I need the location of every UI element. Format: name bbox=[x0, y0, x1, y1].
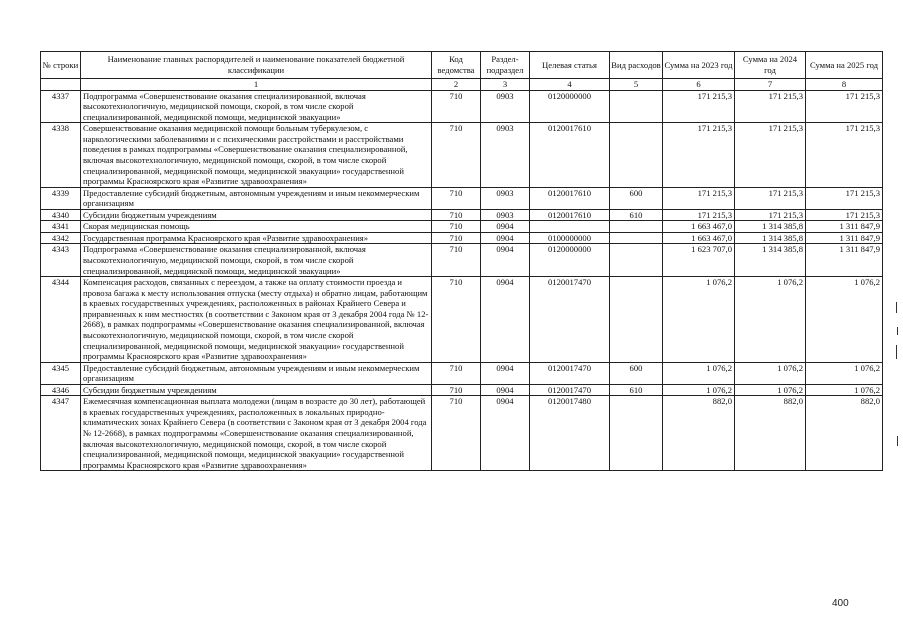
expense-type bbox=[610, 277, 663, 363]
table-row bbox=[41, 232, 883, 244]
department-code: 710 bbox=[432, 221, 481, 233]
target-article: 0120017610 bbox=[530, 123, 610, 187]
table-row bbox=[41, 187, 883, 209]
header-row-no: № строки bbox=[41, 52, 81, 79]
sum-2025: 1 076,2 bbox=[806, 384, 883, 396]
table-row bbox=[41, 362, 883, 384]
sum-2025: 1 076,2 bbox=[806, 362, 883, 384]
column-number: 3 bbox=[481, 79, 530, 91]
section-code: 0904 bbox=[481, 384, 530, 396]
column-number: 5 bbox=[610, 79, 663, 91]
target-article: 0120000000 bbox=[530, 90, 610, 123]
section-code: 0903 bbox=[481, 187, 530, 209]
table-body bbox=[41, 79, 883, 471]
target-article: 0120017470 bbox=[530, 277, 610, 363]
department-code: 710 bbox=[432, 362, 481, 384]
sum-2025: 171 215,3 bbox=[806, 187, 883, 209]
row-number: 4343 bbox=[41, 244, 81, 277]
page-number: 400 bbox=[832, 598, 849, 609]
section-code: 0903 bbox=[481, 209, 530, 221]
sum-2023: 1 663 467,0 bbox=[663, 221, 735, 233]
scan-margin-mark bbox=[896, 345, 897, 359]
sum-2023: 1 623 707,0 bbox=[663, 244, 735, 277]
sum-2024: 1 076,2 bbox=[735, 277, 806, 363]
column-number: 4 bbox=[530, 79, 610, 91]
section-code: 0903 bbox=[481, 123, 530, 187]
department-code: 710 bbox=[432, 123, 481, 187]
sum-2025: 1 076,2 bbox=[806, 277, 883, 363]
sum-2024: 1 076,2 bbox=[735, 384, 806, 396]
sum-2025: 1 311 847,9 bbox=[806, 221, 883, 233]
table-row bbox=[41, 244, 883, 277]
header-sum-2023: Сумма на 2023 год bbox=[663, 52, 735, 79]
column-number: 7 bbox=[735, 79, 806, 91]
sum-2024: 171 215,3 bbox=[735, 187, 806, 209]
sum-2024: 171 215,3 bbox=[735, 90, 806, 123]
sum-2024: 1 314 385,8 bbox=[735, 244, 806, 277]
sum-2024: 171 215,3 bbox=[735, 123, 806, 187]
column-number: 8 bbox=[806, 79, 883, 91]
section-code: 0904 bbox=[481, 396, 530, 471]
expense-type bbox=[610, 232, 663, 244]
row-name: Подпрограмма «Совершенствование оказания специализированной, включая высокотехнологичную, медицинской помощи, скорой, в том числе скорой специализированной, медицинской помощи, медицинской эвакуации» bbox=[81, 90, 432, 123]
row-name: Субсидии бюджетным учреждениям bbox=[81, 384, 432, 396]
column-number-row bbox=[41, 79, 883, 91]
table-row bbox=[41, 384, 883, 396]
department-code: 710 bbox=[432, 187, 481, 209]
sum-2024: 1 076,2 bbox=[735, 362, 806, 384]
sum-2025: 171 215,3 bbox=[806, 90, 883, 123]
section-code: 0904 bbox=[481, 244, 530, 277]
department-code: 710 bbox=[432, 244, 481, 277]
section-code: 0904 bbox=[481, 362, 530, 384]
sum-2023: 1 076,2 bbox=[663, 384, 735, 396]
sum-2023: 171 215,3 bbox=[663, 90, 735, 123]
sum-2023: 171 215,3 bbox=[663, 123, 735, 187]
row-name: Совершенствование оказания медицинской помощи больным туберкулезом, с наркологическими заболеваниями и с психическими расстройствами и расстройствами поведения в рамках подпрограммы «Совершенствование оказания специализированной, включая высокотехнологичную, медицинской помощи, скорой, в том числе скорой специализированной, медицинской помощи, медицинской эвакуации» государственной программы Красноярского края «Развитие здравоохранения» bbox=[81, 123, 432, 187]
table-row bbox=[41, 209, 883, 221]
target-article: 0120000000 bbox=[530, 244, 610, 277]
sum-2023: 1 663 467,0 bbox=[663, 232, 735, 244]
table-row bbox=[41, 221, 883, 233]
row-name: Компенсация расходов, связанных с переездом, а также на оплату стоимости проезда и провоза багажа к месту использования отпуска (месту отдыха) и обратно лицам, работающим в краевых государственных учреждениях, расположенных в районах Крайнего Севера и приравненных к ним местностях (в соответствии с Законом края от 3 декабря 2004 года № 12-2668), в рамках подпрограммы «Совершенствование оказания специализированной, включая высокотехнологичную, медицинской помощи, скорой, в том числе скорой специализированной, медицинской помощи, медицинской эвакуации» государственной программы Красноярского края «Развитие здравоохранения» bbox=[81, 277, 432, 363]
expense-type: 600 bbox=[610, 362, 663, 384]
budget-table bbox=[40, 51, 883, 471]
row-number: 4342 bbox=[41, 232, 81, 244]
sum-2024: 882,0 bbox=[735, 396, 806, 471]
row-number: 4346 bbox=[41, 384, 81, 396]
header-name: Наименование главных распорядителей и наименование показателей бюджетной классификации bbox=[81, 52, 432, 79]
expense-type: 610 bbox=[610, 384, 663, 396]
header-target-article: Целевая статья bbox=[530, 52, 610, 79]
budget-sheet bbox=[40, 51, 882, 471]
table-row bbox=[41, 396, 883, 471]
sum-2023: 1 076,2 bbox=[663, 277, 735, 363]
department-code: 710 bbox=[432, 90, 481, 123]
header-expense-type: Вид расходов bbox=[610, 52, 663, 79]
section-code: 0903 bbox=[481, 90, 530, 123]
expense-type bbox=[610, 90, 663, 123]
scan-margin-mark bbox=[897, 436, 898, 446]
target-article: 0120017470 bbox=[530, 384, 610, 396]
target-article: 0120017470 bbox=[530, 362, 610, 384]
sum-2023: 171 215,3 bbox=[663, 187, 735, 209]
department-code: 710 bbox=[432, 209, 481, 221]
section-code: 0904 bbox=[481, 221, 530, 233]
expense-type bbox=[610, 396, 663, 471]
row-name: Подпрограмма «Совершенствование оказания специализированной, включая высокотехнологичную, медицинской помощи, скорой, в том числе скорой специализированной, медицинской помощи, медицинской эвакуации» bbox=[81, 244, 432, 277]
section-code: 0904 bbox=[481, 277, 530, 363]
row-name: Государственная программа Красноярского края «Развитие здравоохранения» bbox=[81, 232, 432, 244]
sum-2024: 171 215,3 bbox=[735, 209, 806, 221]
table-row bbox=[41, 90, 883, 123]
department-code: 710 bbox=[432, 232, 481, 244]
sum-2025: 171 215,3 bbox=[806, 123, 883, 187]
row-number: 4345 bbox=[41, 362, 81, 384]
row-name: Ежемесячная компенсационная выплата молодежи (лицам в возрасте до 30 лет), работающей в краевых государственных учреждениях, расположенных в локальных природно-климатических зонах Крайнего Севера (в соответствии с Законом края от 3 декабря 2004 года № 12-2668), в рамках подпрограммы «Совершенствование оказания специализированной, включая высокотехнологичную, медицинской помощи, скорой, в том числе скорой специализированной, медицинской помощи, медицинской эвакуации» государственной программы Красноярского края «Развитие здравоохранения» bbox=[81, 396, 432, 471]
target-article: 0100000000 bbox=[530, 232, 610, 244]
department-code: 710 bbox=[432, 396, 481, 471]
column-number: 6 bbox=[663, 79, 735, 91]
row-number: 4337 bbox=[41, 90, 81, 123]
section-code: 0904 bbox=[481, 232, 530, 244]
sum-2025: 171 215,3 bbox=[806, 209, 883, 221]
column-number: 1 bbox=[81, 79, 432, 91]
target-article bbox=[530, 221, 610, 233]
row-number: 4340 bbox=[41, 209, 81, 221]
row-number: 4339 bbox=[41, 187, 81, 209]
scan-margin-mark bbox=[896, 302, 897, 313]
target-article: 0120017480 bbox=[530, 396, 610, 471]
sum-2024: 1 314 385,8 bbox=[735, 232, 806, 244]
row-name: Субсидии бюджетным учреждениям bbox=[81, 209, 432, 221]
target-article: 0120017610 bbox=[530, 209, 610, 221]
column-number: 2 bbox=[432, 79, 481, 91]
header-department-code: Код ведомства bbox=[432, 52, 481, 79]
row-number: 4341 bbox=[41, 221, 81, 233]
sum-2025: 1 311 847,9 bbox=[806, 232, 883, 244]
department-code: 710 bbox=[432, 277, 481, 363]
row-name: Предоставление субсидий бюджетным, автономным учреждениям и иным некоммерческим организациям bbox=[81, 187, 432, 209]
sum-2025: 882,0 bbox=[806, 396, 883, 471]
column-number bbox=[41, 79, 81, 91]
header-section: Раздел-подраздел bbox=[481, 52, 530, 79]
expense-type: 600 bbox=[610, 187, 663, 209]
sum-2023: 171 215,3 bbox=[663, 209, 735, 221]
department-code: 710 bbox=[432, 384, 481, 396]
expense-type bbox=[610, 244, 663, 277]
target-article: 0120017610 bbox=[530, 187, 610, 209]
scan-margin-mark bbox=[897, 327, 898, 335]
table-row bbox=[41, 277, 883, 363]
row-number: 4347 bbox=[41, 396, 81, 471]
header-row bbox=[41, 52, 883, 79]
expense-type bbox=[610, 221, 663, 233]
table-row bbox=[41, 123, 883, 187]
expense-type: 610 bbox=[610, 209, 663, 221]
sum-2023: 1 076,2 bbox=[663, 362, 735, 384]
row-name: Скорая медицинская помощь bbox=[81, 221, 432, 233]
header-sum-2025: Сумма на 2025 год bbox=[806, 52, 883, 79]
row-number: 4344 bbox=[41, 277, 81, 363]
row-name: Предоставление субсидий бюджетным, автономным учреждениям и иным некоммерческим организациям bbox=[81, 362, 432, 384]
sum-2025: 1 311 847,9 bbox=[806, 244, 883, 277]
row-number: 4338 bbox=[41, 123, 81, 187]
header-sum-2024: Сумма на 2024 год bbox=[735, 52, 806, 79]
sum-2024: 1 314 385,8 bbox=[735, 221, 806, 233]
sum-2023: 882,0 bbox=[663, 396, 735, 471]
expense-type bbox=[610, 123, 663, 187]
